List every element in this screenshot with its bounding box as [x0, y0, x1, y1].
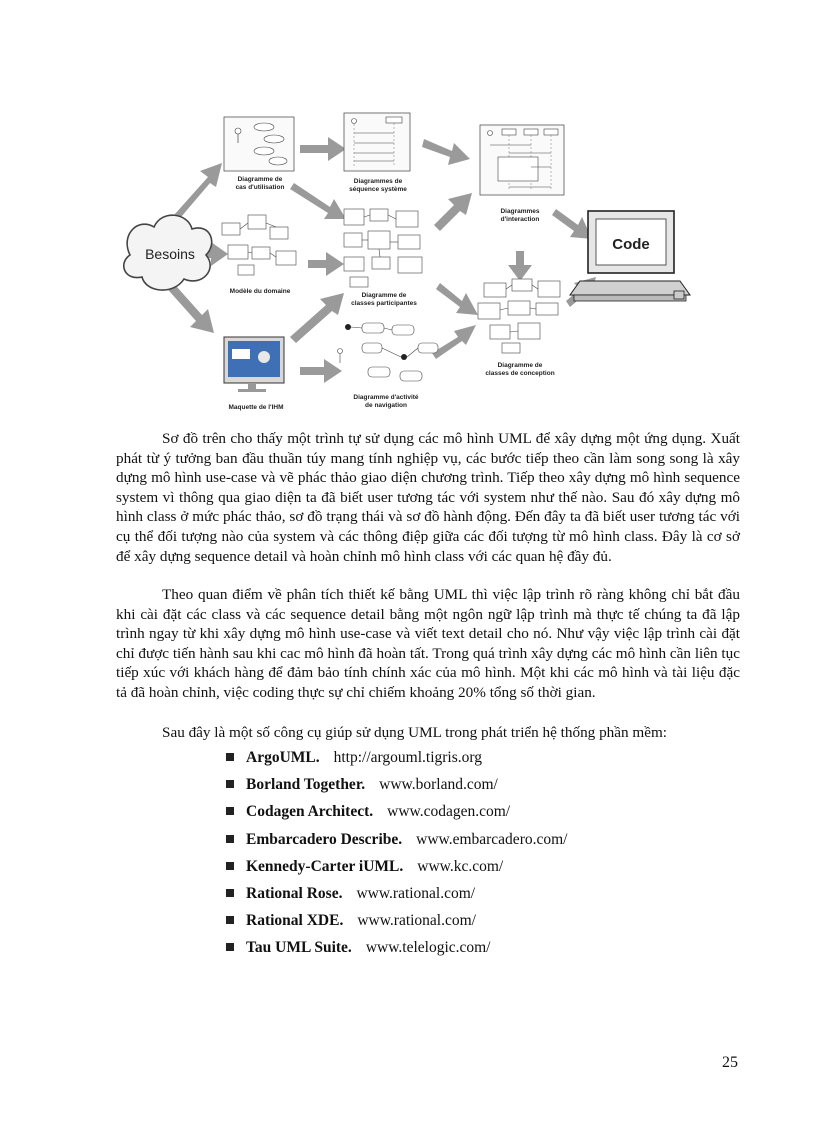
navigation-activity-label-1: Diagramme d'activité: [353, 394, 419, 401]
interaction-diagram: [480, 125, 564, 223]
list-item: [226, 771, 567, 798]
bullet-icon: [226, 916, 234, 924]
tool-url: www.embarcadero.com/: [416, 830, 568, 848]
tool-url: www.borland.com/: [379, 776, 498, 794]
domain-model-label: Modèle du domaine: [229, 288, 291, 295]
arrow-interaction-to-design: [508, 251, 532, 281]
interaction-label-1: Diagrammes: [500, 208, 540, 215]
use-case-diagram: [224, 117, 294, 191]
participating-classes-label-1: Diagramme de: [361, 292, 407, 299]
list-item: [226, 880, 567, 907]
ihm-mockup-label: Maquette de l'IHM: [228, 404, 284, 411]
bullet-icon: [226, 780, 234, 788]
tool-name: Rational Rose.: [246, 884, 343, 902]
uml-tools-list: [226, 744, 567, 962]
besoins-label: Besoins: [145, 246, 195, 262]
bullet-icon: [226, 943, 234, 951]
tool-name: Borland Together.: [246, 776, 366, 794]
tool-url: www.telelogic.com/: [365, 939, 491, 957]
tool-name: Rational XDE.: [246, 912, 344, 930]
sequence-system-diagram: [344, 113, 410, 193]
sequence-system-label-1: Diagrammes de: [353, 178, 403, 185]
list-item: [226, 744, 567, 771]
arrow-usecase-to-classes: [290, 183, 346, 219]
arrow-interaction-to-code: [552, 209, 592, 239]
paragraph-sequence-overview: Sơ đồ trên cho thấy một trình tự sử dụng các mô hình UML để xây dựng một ứng dụng. Xuất phát từ ý tưởng ban đầu thuần túy mang tính nghiệp vụ, các bước tiếp theo cần làm song song là xây dựng mô hình use-case và vẽ phác thảo giao diện chương trình. Tiếp theo xây dựng mô hình sequence system vì thông qua giao diện ta đã biết user tương tác với system như thế nào. Sau đó xây dựng mô hình class ở mức phác thảo, sơ đồ trạng thái và sơ đồ hành động. Đến đây ta đã biết user tương tác với cụ thể đối tượng nào của system và các thông điệp giữa các đối tượng từ mô hình class. Đây là cơ sở để xây dựng sequence detail và hoàn chỉnh mô hình class với các quan hệ đầy đủ.: [116, 430, 740, 565]
participating-classes-label-2: classes participantes: [351, 300, 417, 307]
code-label: Code: [612, 236, 650, 253]
tool-url: www.rational.com/: [357, 912, 476, 930]
bullet-icon: [226, 862, 234, 870]
tool-url: http://argouml.tigris.org: [333, 749, 483, 766]
arrow-usecase-to-sequence: [300, 137, 346, 161]
arrow-classes-to-design: [436, 283, 478, 315]
tool-name: Embarcadero Describe.: [246, 830, 403, 848]
list-item: [226, 798, 567, 825]
page-number: 25: [722, 1054, 738, 1071]
uml-process-diagram: [118, 105, 718, 425]
bullet-icon: [226, 753, 234, 761]
design-classes-diagram: [478, 279, 560, 377]
ihm-mockup: [224, 337, 284, 411]
design-classes-label-1: Diagramme de: [497, 362, 543, 369]
tool-name: ArgoUML.: [246, 749, 320, 766]
bullet-icon: [226, 835, 234, 843]
tool-name: Codagen Architect.: [246, 803, 374, 821]
arrow-ihm-to-navigation: [300, 359, 342, 383]
tool-url: www.kc.com/: [417, 857, 504, 875]
design-classes-label-2: classes de conception: [485, 370, 555, 377]
use-case-label-1: Diagramme de: [237, 176, 283, 183]
arrow-domain-to-classes: [308, 252, 344, 276]
list-item: [226, 907, 567, 934]
participating-classes-diagram: [344, 209, 422, 307]
arrow-ihm-to-classes: [290, 293, 344, 343]
navigation-activity-diagram: [338, 323, 439, 409]
tool-name: Kennedy-Carter iUML.: [246, 857, 404, 875]
list-item: [226, 853, 567, 880]
arrow-classes-to-interaction: [434, 193, 472, 231]
use-case-label-2: cas d'utilisation: [235, 184, 285, 191]
paragraph-uml-programming: Theo quan điểm về phân tích thiết kế bằng UML thì việc lập trình rõ ràng không chỉ bắt đầu khi cài đặt các class và các sequence detail bằng một ngôn ngữ lập trình mà thực tế chúng ta đã lập trình ngay từ khi xây dựng mô hình use-case và viết text detail cho nó. Như vậy việc lập trình cài đặt chỉ được tiến hành sau khi cac mô hình đã hoàn tất. Trong quá trình xây dựng các mô hình cần liên tục tiếp xúc với khách hàng để đảm bảo tính chính xác của mô hình. Một khi các mô hình và tài liệu đặc tả đã hoàn chỉnh, việc coding thực sự chỉ chiếm khoảng 20% tổng số thời gian.: [116, 586, 740, 701]
arrow-sequence-to-interaction: [422, 139, 470, 165]
list-item: [226, 826, 567, 853]
arrow-navigation-to-design: [432, 325, 476, 359]
bullet-icon: [226, 807, 234, 815]
tool-url: www.rational.com/: [356, 884, 476, 902]
besoins-cloud: [124, 215, 212, 290]
navigation-activity-label-2: de navigation: [365, 402, 407, 409]
bullet-icon: [226, 889, 234, 897]
list-item: [226, 934, 567, 961]
sequence-system-label-2: séquence système: [349, 186, 407, 193]
tool-url: www.codagen.com/: [387, 803, 511, 821]
code-computer: [570, 211, 690, 301]
interaction-label-2: d'interaction: [500, 216, 540, 223]
tool-name: Tau UML Suite.: [246, 939, 352, 957]
domain-model-diagram: [222, 215, 296, 295]
paragraph-tools-intro: Sau đây là một số công cụ giúp sử dụng UML trong phát triển hệ thống phần mềm:: [162, 724, 667, 741]
